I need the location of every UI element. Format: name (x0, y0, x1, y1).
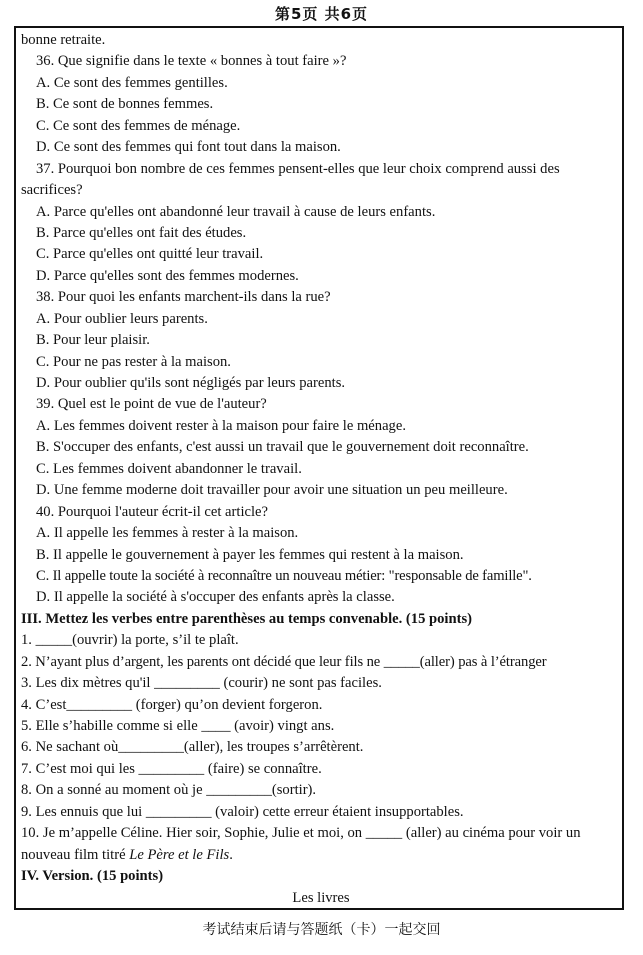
option-39-a: A. Les femmes doivent rester à la maison pour faire le ménage. (36, 417, 406, 434)
option-37-a: A. Parce qu'elles ont abandonné leur travail à cause de leurs enfants. (36, 203, 436, 220)
option-37-d: D. Parce qu'elles sont des femmes modernes. (36, 267, 299, 284)
exercise-item-10-text: 10. Je m’appelle Céline. Hier soir, Sophie, Julie et moi, on _____ (aller) au cinéma pour voir un nouveau film titré (21, 825, 581, 863)
exercise-item-2: 2. N’ayant plus d’argent, les parents ont décidé que leur fils ne _____(aller) pas à l’étranger (21, 653, 547, 670)
option-40-d: D. Il appelle la société à s'occuper des enfants après la classe. (36, 589, 395, 606)
exercise-item-9: 9. Les ennuis que lui _________ (valoir) cette erreur étaient insupportables. (21, 803, 464, 820)
option-37-b: B. Parce qu'elles ont fait des études. (36, 224, 247, 241)
version-title: Les livres (292, 889, 350, 906)
question-36: 36. Que signifie dans le texte « bonnes à tout faire »? (36, 53, 347, 70)
option-38-a: A. Pour oublier leurs parents. (36, 310, 208, 327)
text-line: bonne retraite. (21, 32, 106, 48)
section-4-heading: IV. Version. (15 points) (21, 868, 164, 885)
film-title: Le Père et le Fils (129, 846, 230, 863)
option-36-c: C. Ce sont des femmes de ménage. (36, 117, 241, 134)
option-39-c: C. Les femmes doivent abandonner le travail. (36, 460, 302, 477)
exercise-item-10 (21, 823, 621, 866)
option-38-d: D. Pour oublier qu'ils sont négligés par leurs parents. (36, 375, 346, 392)
exercise-item-3: 3. Les dix mètres qu'il _________ (courir) ne sont pas faciles. (21, 675, 382, 692)
exercise-item-1: 1. _____(ouvrir) la porte, s’il te plaît. (21, 632, 239, 649)
footer-note: 考试结束后请与答题纸（卡）一起交回 (202, 922, 441, 938)
question-40: 40. Pourquoi l'auteur écrit-il cet article? (36, 503, 268, 520)
exercise-item-5: 5. Elle s’habille comme si elle ____ (avoir) vingt ans. (21, 718, 335, 735)
page-number-header: 第5页 共6页 (274, 5, 369, 23)
exercise-item-10-end: . (229, 846, 233, 863)
exercise-item-8: 8. On a sonné au moment où je _________(sortir). (21, 782, 317, 799)
option-36-b: B. Ce sont de bonnes femmes. (36, 96, 214, 113)
option-40-a: A. Il appelle les femmes à rester à la maison. (36, 525, 299, 542)
section-3-heading: III. Mettez les verbes entre parenthèses au temps convenable. (15 points) (21, 610, 473, 627)
option-37-c: C. Parce qu'elles ont quitté leur travail. (36, 246, 264, 263)
option-36-a: A. Ce sont des femmes gentilles. (36, 74, 228, 91)
option-38-c: C. Pour ne pas rester à la maison. (36, 353, 231, 370)
option-36-d: D. Ce sont des femmes qui font tout dans la maison. (36, 139, 341, 156)
option-39-b: B. S'occuper des enfants, c'est aussi un travail que le gouvernement doit reconnaître. (36, 439, 529, 456)
exercise-item-7: 7. C’est moi qui les _________ (faire) se connaître. (21, 760, 322, 777)
option-38-b: B. Pour leur plaisir. (36, 332, 150, 349)
option-40-c: C. Il appelle toute la société à reconnaître un nouveau métier: "responsable de famille". (36, 567, 532, 584)
option-40-b: B. Il appelle le gouvernement à payer les femmes qui restent à la maison. (36, 546, 464, 563)
exam-content (21, 30, 621, 909)
option-39-d: D. Une femme moderne doit travailler pour avoir une situation un peu meilleure. (36, 482, 508, 499)
question-39: 39. Quel est le point de vue de l'auteur? (36, 396, 267, 413)
exercise-item-4: 4. C’est_________ (forger) qu’on devient forgeron. (21, 696, 323, 713)
question-37: 37. Pourquoi bon nombre de ces femmes pensent-elles que leur choix comprend aussi des sacrifices? (21, 160, 560, 199)
exercise-item-6: 6. Ne sachant où_________(aller), les troupes s’arrêtèrent. (21, 739, 364, 756)
question-38: 38. Pour quoi les enfants marchent-ils dans la rue? (36, 289, 331, 306)
